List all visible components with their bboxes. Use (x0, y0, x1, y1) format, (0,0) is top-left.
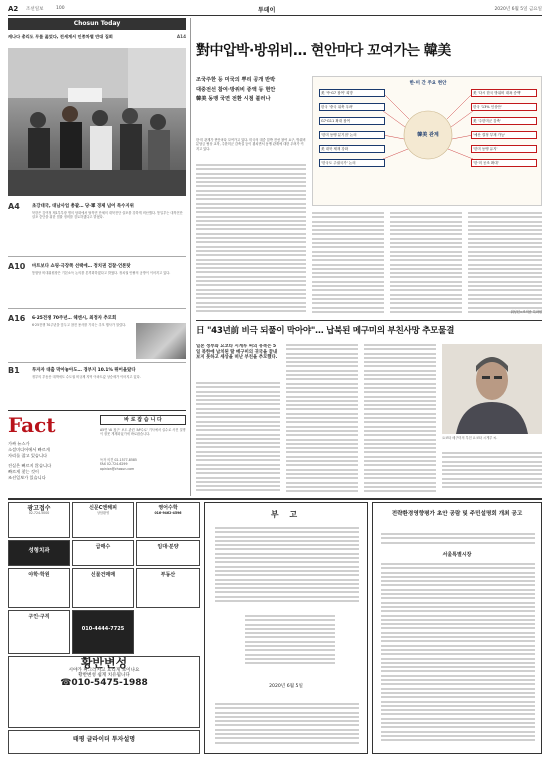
obituary-box (204, 502, 368, 754)
diagram-right-item: 美 '주한미군 감축' (471, 117, 537, 125)
macular-ad[interactable] (8, 656, 200, 728)
protest-photo (8, 48, 186, 196)
diagram-right-item: '예산 결정 부재 가능' (471, 131, 537, 139)
issue-date: 2020년 6월 5일 금요일 (494, 7, 542, 12)
ad-subline: 시야가 찌그러지고 흐리게 보이나요 (68, 668, 140, 673)
article-body-col3 (390, 212, 462, 316)
ad-cell[interactable]: 부동산 (136, 568, 200, 608)
ad-cell[interactable]: 영어수학 016-9462-4596 (136, 502, 200, 538)
notice-org: 서울특별시장 (442, 552, 472, 558)
second-article-lead: 일본 정부와 요코타 시게루 씨의 유족은 5일 북한에 납치된 딸 메구미의 귀국을 끝내 보지 못하고 세상을 떠난 부친을 추모했다. (196, 344, 278, 361)
contact-email[interactable]: opinion@chosun.com (100, 466, 135, 471)
protest-photo-illustration (8, 48, 186, 196)
ad-cell[interactable]: 임대·분양 (136, 540, 200, 566)
portrait-illustration (442, 344, 542, 434)
sidebar (8, 18, 186, 496)
fact-box: Fact 가짜 뉴스가 소셜미디어에서 빠르게 자리를 잡고 있습니다 진실은 뻐르지 않습니다 빠르게 찾는 것이 조선일보가 있습니다 (8, 415, 92, 495)
ad-cell[interactable]: 성형치과 (8, 540, 70, 566)
page-number: A2 (8, 5, 19, 13)
sidebar-item-lead: 북한은 김여정 제1부부장 명의 담화에서 탈북민 단체의 대북전단 살포를 강하게 비난했다. 통일부는 대북전단 살포 중단을 위한 법률 정비를 검토하겠다고 밝혔다. (32, 211, 183, 220)
sidebar-item-title: 마트보다 쇼핑·극장쪽 선택에… 정치권 검찰·언론탓 (32, 264, 131, 269)
sidebar-item-page: A4 (8, 202, 20, 211)
obituary-date: 2020년 6월 5일 (269, 684, 303, 689)
contact-phone: 독자 의견 02-1577-8585 (100, 458, 137, 462)
correction-text: A5면 'AI 청구' 보도 관련 'AP수로' 기사에서 실수로 사진 설명이 잘못 게재되었기에 바로잡습니다. (100, 428, 186, 437)
ad-cell[interactable]: 급매수 (72, 540, 134, 566)
headline-deck: 조국주한 등 미국의 뿌리 공개 반박 대중전선 참여·방위비 증액 등 현안 韓美 동맹 국면 전환 시점 불러나 (196, 77, 276, 102)
ad-cell[interactable]: 신문C엔해피 상담환영 (72, 502, 134, 538)
sidebar-item-lead: 6·25전쟁 70주년을 앞두고 참전 용사를 기리는 추모 행사가 열렸다. (32, 323, 127, 327)
diagram-left-item: G7·G11 확대 참여 (319, 117, 385, 125)
diagram-left-item: 美 대북 제재 강화 (319, 145, 385, 153)
second-headline[interactable]: 日 "43년前 비극 되풀이 막아야"… 납북된 메구미의 부친사망 추모물결 (196, 326, 455, 336)
ad-phone[interactable]: ☎010-5475-1988 (60, 678, 148, 688)
sidebar-item-a4[interactable] (8, 202, 186, 264)
sidebar-item-title: 6·25전쟁 70주년… 헤엔시, 최정자 추모회 (32, 316, 117, 321)
article-byline: 워싱턴=조의준 특파원 (510, 310, 542, 314)
sidebar-item-b1[interactable] (8, 366, 186, 410)
ad-phone: 016-9462-4596 (154, 511, 182, 515)
sidebar-item-title: 초강대국, 대남사업 총괄… 당·軍 경제 넘어 특수지위 (32, 204, 134, 209)
article-body-col1 (196, 138, 306, 316)
sidebar-item-photo (136, 323, 186, 359)
sidebar-item-lead: 통합당 비대위원장은 기본소득 논의를 본격화하겠다고 밝혔다. 정치권 안팎의 공방이 이어지고 있다. (32, 271, 171, 275)
diagram-right-item: '한·미 공조 확대' (471, 159, 537, 167)
second-article-col1 (196, 382, 280, 494)
paper-name: 조선일보 (26, 7, 44, 12)
diagram-center-label: 韓美 관계 (417, 132, 439, 138)
second-article-col3 (364, 344, 436, 494)
sidebar-brand: Chosun Today (8, 18, 186, 30)
article-body-col2 (312, 212, 384, 316)
article-body-col4 (468, 212, 542, 316)
obituary-title: 부 고 (270, 510, 302, 519)
fact-title: Fact (8, 413, 56, 437)
photo-caption: 요코타 메구미의 부친 요코타 시게루 씨. (442, 436, 498, 440)
topline-page: A14 (176, 34, 186, 39)
sidebar-item-a16[interactable] (8, 314, 186, 374)
portrait-photo (442, 344, 542, 434)
public-notice (372, 502, 542, 754)
ad-cell[interactable]: 구인·구직 (8, 610, 70, 654)
article-lead: 한·미 관계가 현안마다 꼬여가고 있다. 미국의 대중 압박 전선 참여 요구, 방위비 분담금 협상 교착, 주한미군 감축설 등이 겹치면서 동맹 관계에 대한 우려가 커지고 있다. (196, 138, 306, 151)
sidebar-topline[interactable]: 캐나다 총리도 무릎 꿇었다, 전세계서 인종차별 반대 집회 A14 (8, 34, 186, 39)
diagram-left-item: 美 '中·G7 참여' 희망 (319, 89, 385, 97)
classified-ads (8, 502, 200, 754)
sidebar-item-title: 투자자 대출 막아놓아도… 경부지 10.1% 뛰어올랐다 (32, 368, 136, 373)
diagram-left-item: 한국 '중국 위축 우려' (319, 103, 385, 111)
correction-title: 바 로 잡 습 니 다 (100, 415, 186, 425)
diagram-left-item: '한미 동맹 분기점' 논의 (319, 131, 385, 139)
diagram-title: 한·미 간 주요 현안 (409, 81, 447, 86)
ad-headline: 황반변성 (80, 656, 128, 670)
second-article-col4 (442, 452, 542, 494)
sidebar-item-lead: 정부의 부동산 대책에도 수도권 비규제 지역 아파트값 상승세가 이어지고 있다. (32, 375, 141, 379)
ad-cell[interactable]: 신물건매매 (72, 568, 134, 608)
sidebar-item-page: A16 (8, 314, 26, 323)
masthead (8, 5, 542, 15)
second-article-col2 (286, 344, 358, 494)
edition: 100 (56, 6, 65, 11)
section-title: 투데이 (258, 7, 276, 14)
notice-title: 전략환경영향평가 초안 공람 및 주민설명회 개최 공고 (391, 511, 523, 517)
ad-cell[interactable] (72, 610, 134, 654)
correction-box (100, 415, 186, 495)
ad-phone: 010-4444-7725 (81, 626, 125, 632)
ad-cell[interactable]: 야학·학원 (8, 568, 70, 608)
diagram-right-item: '한미 동맹 유지' (471, 145, 537, 153)
main-headline[interactable]: 對中압박·방위비… 현안마다 꼬여가는 韓美 (196, 43, 451, 59)
ad-cell[interactable]: 광고접수 02-724-5000 (8, 502, 70, 538)
sidebar-item-page: A10 (8, 262, 26, 271)
diagram-left-item: '한국도 주권국가' 논의 (319, 159, 385, 167)
diagram-right-item: 한국 '13% 인상안' (471, 103, 537, 111)
ad-cell[interactable]: 태평 글라이더 투자설명 (8, 730, 200, 754)
ad-subline: 황반변성 쉽게 치유됩니다 (78, 673, 130, 678)
contact-fax: FAX 02-724-6299 (100, 462, 128, 467)
sidebar-item-page: B1 (8, 366, 20, 375)
diagram-right-item: 美 '다시 한국 방위비 대폭 증액' (471, 89, 537, 97)
relations-diagram (312, 76, 542, 206)
sidebar-item-a10[interactable] (8, 262, 186, 318)
